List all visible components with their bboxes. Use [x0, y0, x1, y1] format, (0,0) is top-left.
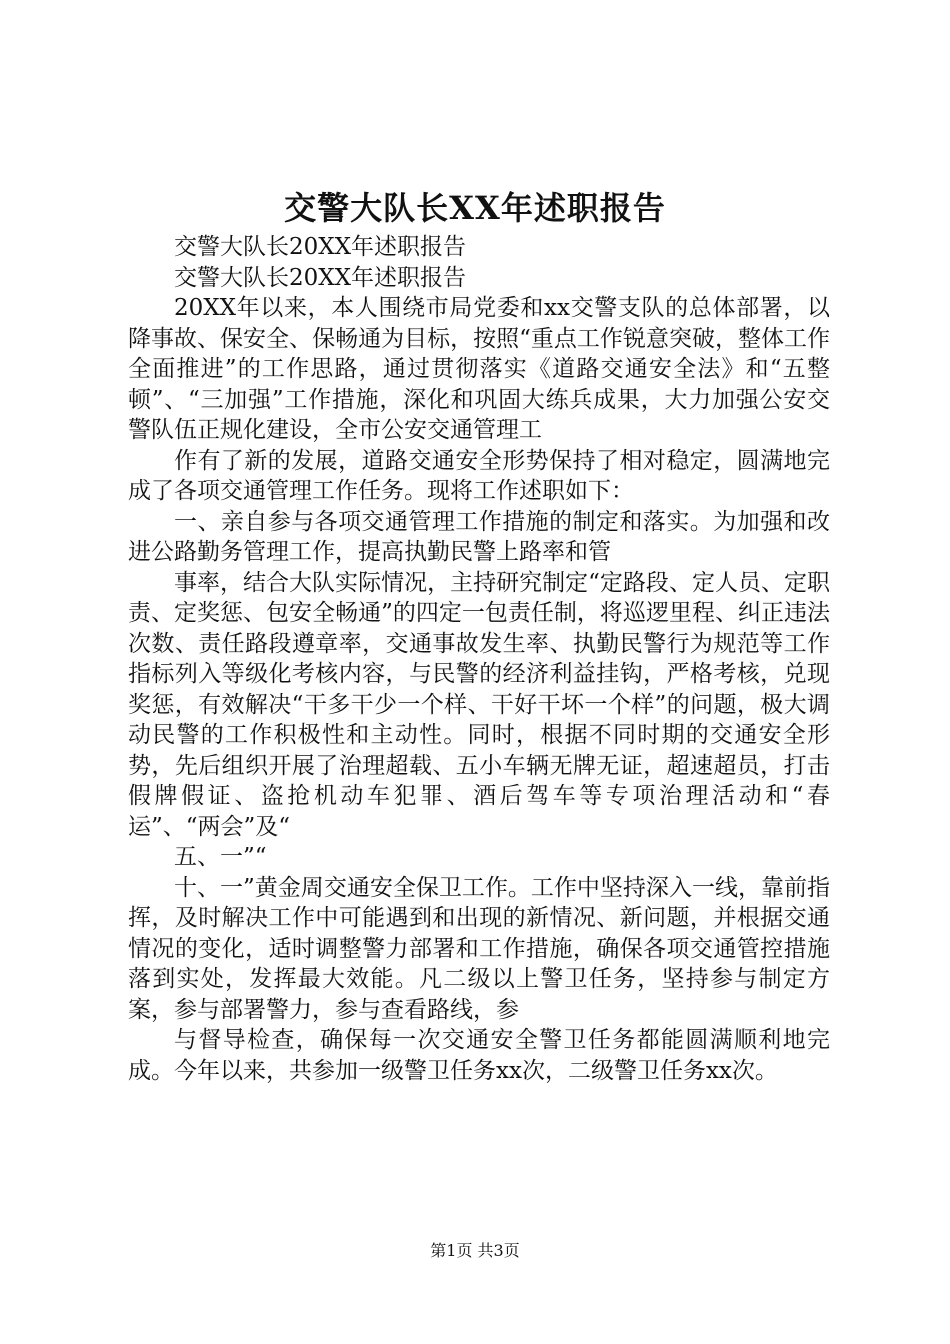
paragraph-subtitle-1: 交警大队长20XX年述职报告 — [174, 234, 467, 260]
document-body — [128, 232, 830, 1086]
page-number-footer: 第1页 共3页 — [430, 1241, 520, 1260]
paragraph-security-work: 十、一”黄金周交通安全保卫工作。工作中坚持深入一线，靠前指挥，及时解决工作中可能遇到和出现的新情况、新问题，并根据交通情况的变化，适时调整警力部署和工作措施，确保各项交通管控措施落到实处，发挥最大效能。凡二级以上警卫任务，坚持参与制定方案，参与部署警力，参与查看路线，参 — [128, 874, 830, 1023]
paragraph-security-result: 与督导检查，确保每一次交通安全警卫任务都能圆满顺利地完成。今年以来，共参加一级警卫任务xx次，二级警卫任务xx次。 — [128, 1027, 830, 1084]
paragraph-fragment: 五、一”“ — [174, 844, 267, 870]
paragraph-overview: 作有了新的发展，道路交通安全形势保持了相对稳定，圆满地完成了各项交通管理工作任务。现将工作述职如下： — [128, 447, 830, 504]
paragraph-section-1-detail: 事率，结合大队实际情况，主持研究制定“定路段、定人员、定职责、定奖惩、包安全畅通”的四定一包责任制，将巡逻里程、纠正违法次数、责任路段遵章率，交通事故发生率、执勤民警行为规范等工作指标列入等级化考核内容，与民警的经济利益挂钩，严格考核，兑现奖惩，有效解决“干多干少一个样、干好干坏一个样”的问题，极大调动民警的工作积极性和主动性。同时，根据不同时期的交通安全形势，先后组织开展了治理超载、五小车辆无牌无证，超速超员，打击假牌假证、盗抢机动车犯罪、酒后驾车等专项治理活动和“春运”、“两会”及“ — [128, 569, 830, 840]
paragraph-subtitle-2: 交警大队长20XX年述职报告 — [174, 264, 467, 291]
document-title: 交警大队长XX年述职报告 — [284, 189, 666, 227]
paragraph-section-1: 一、亲自参与各项交通管理工作措施的制定和落实。为加强和改进公路勤务管理工作，提高执勤民警上路率和管 — [128, 508, 830, 565]
paragraph-intro: 20XX年以来，本人围绕市局党委和xx交警支队的总体部署，以降事故、保安全、保畅通为目标，按照“重点工作锐意突破，整体工作全面推进”的工作思路，通过贯彻落实《道路交通安全法》和“五整顿”、“三加强”工作措施，深化和巩固大练兵成果，大力加强公安交警队伍正规化建设，全市公安交通管理工 — [128, 295, 830, 443]
